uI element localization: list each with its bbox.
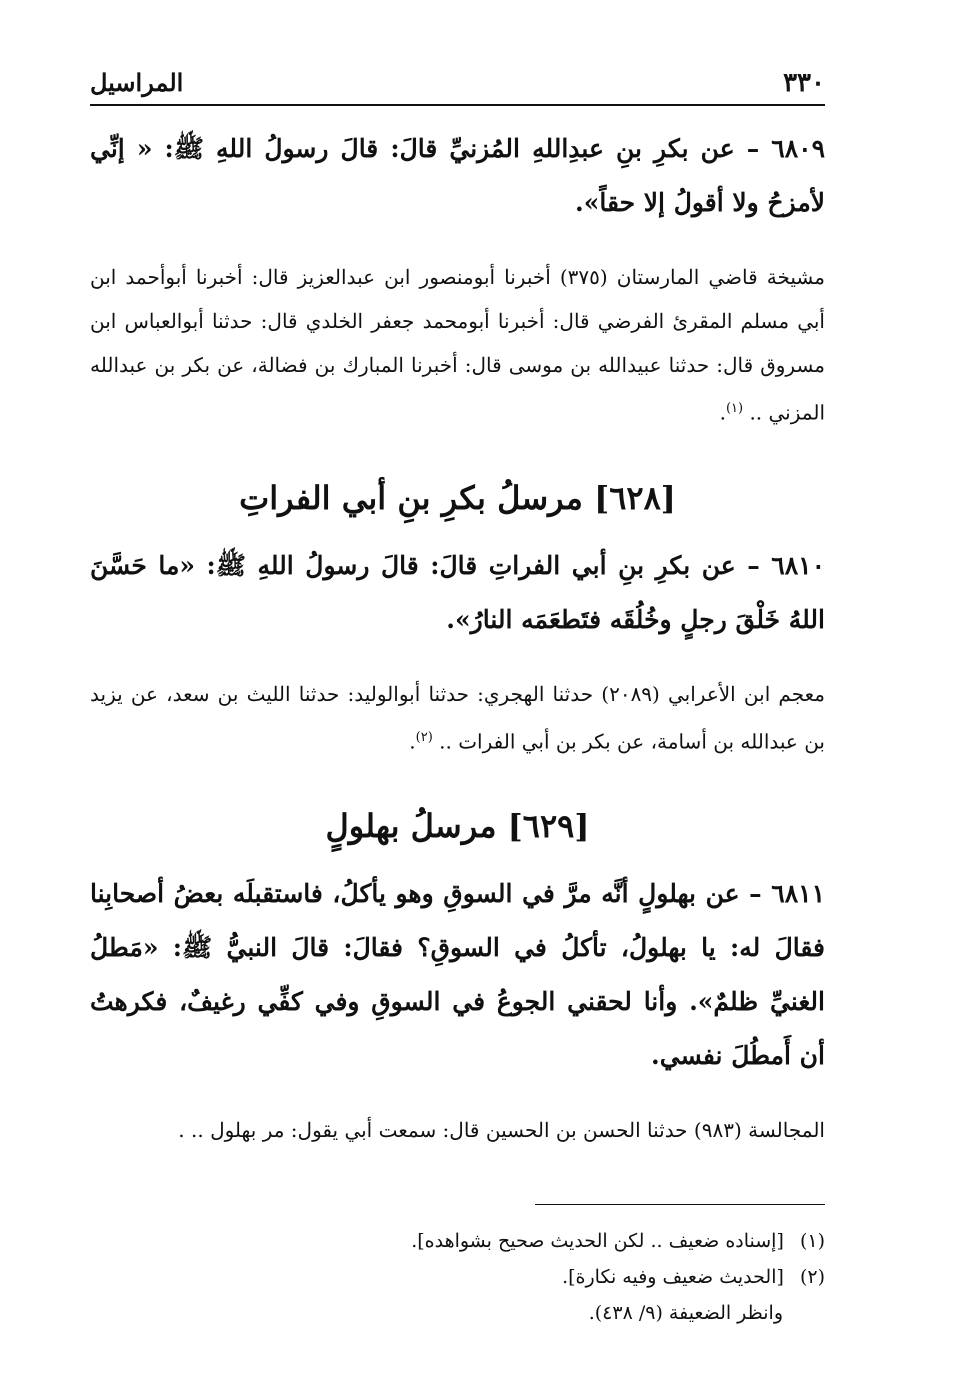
- footnote-rule: [535, 1204, 825, 1205]
- footnote-text: [الحديث ضعيف وفيه نكارة].: [562, 1266, 784, 1289]
- hadith-text: ٦٨١٠ – عن بكرِ بنِ أبي الفراتِ قالَ: قالَ رسولُ اللهِ ﷺ: «ما حَسَّنَ اللهُ خَلْقَ رجلٍ وخُلُقَه فتَطعَمَه النارُ».: [90, 550, 825, 634]
- source-body: معجم ابن الأعرابي (٢٠٨٩) حدثنا الهجري: حدثنا أبوالوليد: حدثنا الليث بن سعد، عن يزيد بن عبدالله بن أسامة، عن بكر بن أبي الفرات ..: [90, 681, 826, 754]
- section-heading: [٦٢٩] مرسلُ بهلولٍ: [325, 807, 590, 846]
- page-number: ٣٣٠: [783, 68, 825, 98]
- footnote-ref: (١): [725, 401, 744, 416]
- footnote-text: [إسناده ضعيف .. لكن الحديث صحيح بشواهده].: [411, 1230, 784, 1253]
- footnote: [90, 1259, 825, 1295]
- footnote: [90, 1223, 825, 1259]
- running-title: المراسيل: [90, 68, 184, 97]
- footnote-number: (١): [799, 1230, 825, 1253]
- hadith-text: ٦٨١١ – عن بهلولٍ أنَّه مرَّ في السوقِ وهو يأكلُ، فاستقبلَه بعضُ أصحابِنا فقالَ له: يا بهلولُ، تأكلُ في السوقِ؟ فقالَ: قالَ النبيُّ ﷺ: «مَطلُ الغنيِّ ظلمٌ». وأنا لحقني الجوعُ في السوقِ وفي كفِّي رغيفٌ، فكرهتُ أن أَمطُلَ نفسي.: [90, 879, 825, 1071]
- source-body: مشيخة قاضي المارستان (٣٧٥) أخبرنا أبومنصور ابن عبدالعزيز قال: أخبرنا أبوأحمد ابن أبي مسلم المقرئ الفرضي قال: أخبرنا أبومحمد جعفر الخلدي قال: حدثنا أبوالعباس ابن مسروق قال: حدثنا عبيدالله بن موسى قال: أخبرنا المبارك بن فضالة، عن بكر بن عبدالله المزني ..: [90, 265, 825, 425]
- footnote-number: (٢): [799, 1266, 825, 1289]
- hadith-text: ٦٨٠٩ – عن بكرِ بنِ عبدِاللهِ المُزنيِّ قالَ: قالَ رسولُ اللهِ ﷺ: « إنِّي لأمزحُ ولا أقولُ إلا حقاً».: [90, 134, 825, 217]
- page-header: [90, 60, 825, 100]
- source-text: المجالسة (٩٨٣) حدثنا الحسن بن الحسين قال: سمعت أبي يقول: مر بهلول .. .: [178, 1118, 825, 1143]
- header-rule: [90, 104, 825, 106]
- footnote-ref: (٢): [415, 729, 433, 745]
- source-text: معجم ابن الأعرابي (٢٠٨٩) حدثنا الهجري: حدثنا أبوالوليد: حدثنا الليث بن سعد، عن يزيد بن عبدالله بن أسامة، عن بكر بن أبي الفرات .. $^{(٢)}$.: [90, 681, 826, 754]
- section-heading: [٦٢٨] مرسلُ بكرِ بنِ أبي الفراتِ: [239, 478, 676, 517]
- footnotes: [90, 1223, 825, 1331]
- source-text: مشيخة قاضي المارستان (٣٧٥) أخبرنا أبومنصور ابن عبدالعزيز قال: أخبرنا أبوأحمد ابن أبي مسلم المقرئ الفرضي قال: أخبرنا أبومحمد جعفر الخلدي قال: حدثنا أبوالعباس ابن مسروق قال: حدثنا عبيدالله بن موسى قال: أخبرنا المبارك بن فضالة، عن بكر بن عبدالله المزني .. $^{(١)}$.: [90, 265, 825, 425]
- book-page: [90, 60, 825, 1331]
- footnote-continuation: وانظر الضعيفة (٩/ ٤٣٨).: [588, 1302, 783, 1325]
